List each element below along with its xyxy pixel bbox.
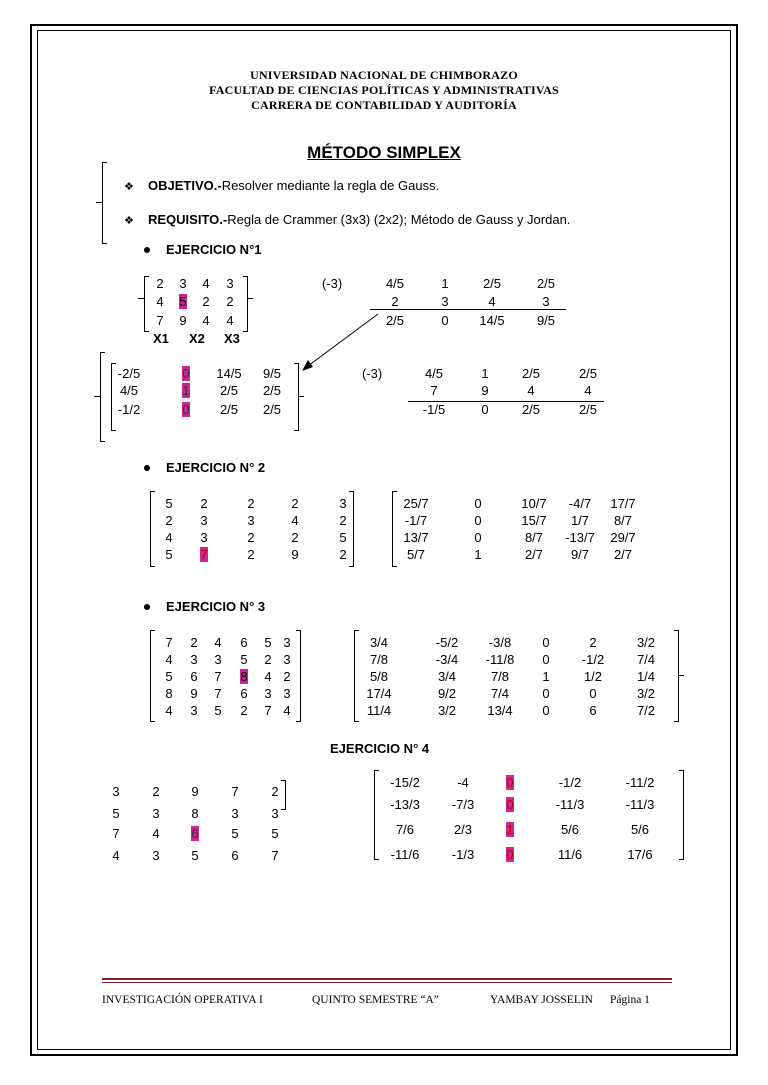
- ex4-res-cell: -1/3: [451, 847, 475, 862]
- ex3-res-cell: 17/4: [366, 686, 392, 701]
- ex3-left-cell: 4: [214, 635, 222, 650]
- ex4-left-cell: 9: [191, 784, 199, 799]
- ex3-left-cell: 2: [264, 652, 272, 667]
- ex2-left-cell: 4: [165, 530, 173, 545]
- ex3-label: EJERCICIO N° 3: [166, 599, 266, 614]
- ex4-left-cell: 5: [231, 826, 239, 841]
- ex2-res-cell: 8/7: [524, 530, 544, 545]
- ex3-left-cell: 4: [283, 703, 291, 718]
- ex1-left-cell: 4: [202, 276, 210, 291]
- ex2-res-cell: -4/7: [568, 496, 592, 511]
- ex3-res-cell: 7/8: [490, 669, 510, 684]
- ex1-res-cell: 4/5: [119, 383, 139, 398]
- ex2-left-cell: 4: [291, 513, 299, 528]
- ex3-res-cell: 1/2: [583, 669, 603, 684]
- ex3-left-cell: 3: [214, 652, 222, 667]
- ex1-left-cell: 2: [202, 294, 210, 309]
- ex2-res-cell: 13/7: [403, 530, 429, 545]
- ex4-res-cell: -15/2: [390, 775, 420, 790]
- ex2-left-cell: 9: [291, 547, 299, 562]
- ex1-left-cell: 3: [179, 276, 187, 291]
- ex3-res-cell: 0: [542, 686, 550, 701]
- ex2-left-cell: 2: [200, 496, 208, 511]
- ex1-op2-cell: 2/5: [521, 366, 541, 381]
- ex1-res-cell: 9/5: [262, 366, 282, 381]
- ex2-matrix-left-bracket: [150, 491, 155, 567]
- bullet-dot: [144, 465, 150, 471]
- ex4-left-cell: 3: [112, 784, 120, 799]
- ex3-left-cell: 3: [190, 703, 198, 718]
- ex3-left-cell: 6: [240, 635, 248, 650]
- ex3-res-cell: 7/4: [636, 652, 656, 667]
- ex2-res-cell: 10/7: [521, 496, 547, 511]
- footer-author: YAMBAY JOSSELIN: [490, 994, 593, 1006]
- ex2-left-cell: 7: [200, 547, 208, 562]
- ex1-res-cell: 14/5: [216, 366, 242, 381]
- ex4-res-cell: 0: [506, 847, 514, 862]
- ex3-left-cell: 8: [165, 686, 173, 701]
- ex1-left-cell: 7: [156, 313, 164, 328]
- ex1-op-cell: 14/5: [479, 313, 505, 328]
- ex1-op2-cell: 2/5: [578, 366, 598, 381]
- ex2-res-cell: 29/7: [610, 530, 636, 545]
- ex2-left-cell: 3: [247, 513, 255, 528]
- ex1-multiplier: (-3): [322, 276, 343, 291]
- ex3-result-right-bracket: [674, 630, 679, 722]
- footer-rule-thin: [102, 982, 672, 983]
- university-name: UNIVERSIDAD NACIONAL DE CHIMBORAZO: [250, 68, 518, 82]
- ex3-left-cell: 7: [165, 635, 173, 650]
- ex4-left-cell: 7: [231, 784, 239, 799]
- ex4-res-cell: -1/2: [558, 775, 582, 790]
- ex2-left-cell: 3: [200, 530, 208, 545]
- ex2-res-cell: -13/7: [565, 530, 595, 545]
- ex4-left-cell: 7: [271, 848, 279, 863]
- ex3-left-cell: 4: [165, 652, 173, 667]
- ex3-left-cell: 3: [283, 635, 291, 650]
- ex3-res-cell: 7/2: [636, 703, 656, 718]
- ex1-op-cell: 2/5: [536, 276, 556, 291]
- ex2-left-cell: 3: [200, 513, 208, 528]
- ex3-left-cell: 5: [165, 669, 173, 684]
- ex3-res-cell: -11/8: [485, 652, 515, 667]
- career-name: CARRERA DE CONTABILIDAD Y AUDITORÍA: [251, 98, 517, 112]
- ex3-res-cell: 1/4: [636, 669, 656, 684]
- ex2-left-cell: 5: [165, 496, 173, 511]
- ex4-left-cell: 5: [112, 806, 120, 821]
- ex3-left-cell: 5: [214, 703, 222, 718]
- ex1-op2-cell: 9: [481, 383, 489, 398]
- ex3-res-cell: 13/4: [487, 703, 513, 718]
- ex1-op2-cell: 0: [481, 402, 489, 417]
- ex4-res-cell: 0: [506, 797, 514, 812]
- ex1-op-cell: 2/5: [482, 276, 502, 291]
- ex4-label: EJERCICIO N° 4: [330, 741, 430, 756]
- ex4-res-cell: 17/6: [627, 847, 653, 862]
- ex1-res-cell: -2/5: [117, 366, 141, 381]
- ex3-left-cell: 3: [264, 686, 272, 701]
- ex3-res-cell: 3/2: [636, 686, 656, 701]
- ex2-res-cell: 0: [474, 513, 482, 528]
- brace-tick: [298, 396, 304, 397]
- ex2-left-cell: 2: [291, 530, 299, 545]
- ex2-res-cell: 2/7: [524, 547, 544, 562]
- ex4-res-cell: 1: [506, 822, 514, 837]
- ex1-op-cell: 9/5: [536, 313, 556, 328]
- ex3-left-cell: 4: [264, 669, 272, 684]
- ex1-res-cell: 1: [182, 383, 190, 398]
- ex1-result-left-bracket: [111, 363, 116, 431]
- ex4-res-cell: -13/3: [390, 797, 420, 812]
- ex2-result-left-bracket: [392, 491, 397, 567]
- ex1-multiplier-2: (-3): [362, 366, 383, 381]
- ex2-res-cell: 15/7: [521, 513, 547, 528]
- ex3-res-cell: 3/4: [437, 669, 457, 684]
- ex3-res-cell: 9/2: [437, 686, 457, 701]
- ex3-left-cell: 3: [190, 652, 198, 667]
- ex1-op-cell: 3: [441, 294, 449, 309]
- ex2-left-cell: 2: [339, 547, 347, 562]
- ex1-op-cell: 0: [441, 313, 449, 328]
- ex3-res-cell: 3/2: [437, 703, 457, 718]
- diamond-bullet-icon: ❖: [124, 181, 134, 193]
- ex4-left-cell: 5: [191, 848, 199, 863]
- ex4-res-cell: -11/2: [625, 775, 655, 790]
- ex1-op-cell: 1: [441, 276, 449, 291]
- ex2-res-cell: 1/7: [570, 513, 590, 528]
- var-x2: X2: [189, 331, 205, 346]
- ex3-left-cell: 7: [264, 703, 272, 718]
- ex3-res-cell: 7/4: [490, 686, 510, 701]
- faculty-name: FACULTAD DE CIENCIAS POLÍTICAS Y ADMINISTRATIVAS: [209, 83, 559, 97]
- ex4-left-cell: 5: [271, 826, 279, 841]
- ex3-res-cell: -3/4: [435, 652, 459, 667]
- diamond-bullet-icon: ❖: [124, 215, 134, 227]
- ex1-res-cell: 2/5: [219, 402, 239, 417]
- ex4-left-cell: 7: [112, 826, 120, 841]
- footer-course: INVESTIGACIÓN OPERATIVA I: [102, 994, 263, 1006]
- ex3-left-cell: 2: [240, 703, 248, 718]
- ex1-res-cell: 2/5: [219, 383, 239, 398]
- ex1-op-cell: 4/5: [385, 276, 405, 291]
- ex3-left-cell: 9: [190, 686, 198, 701]
- ex3-left-cell: 7: [214, 686, 222, 701]
- ex3-res-cell: 5/8: [369, 669, 389, 684]
- ex3-res-cell: -5/2: [435, 635, 459, 650]
- ex3-result-left-bracket: [354, 630, 359, 722]
- ex1-op2-cell: 4: [584, 383, 592, 398]
- ex3-res-cell: 0: [542, 703, 550, 718]
- ex3-left-cell: 4: [165, 703, 173, 718]
- ex3-res-cell: 0: [542, 635, 550, 650]
- bullet-dot: [144, 604, 150, 610]
- ex1-op2-cell: -1/5: [422, 402, 446, 417]
- ex4-res-cell: -11/3: [625, 797, 655, 812]
- ex2-res-cell: 2/7: [613, 547, 633, 562]
- ex2-label: EJERCICIO N° 2: [166, 460, 266, 475]
- ex2-res-cell: 8/7: [613, 513, 633, 528]
- ex1-left-cell: 3: [226, 276, 234, 291]
- footer-page: Página 1: [610, 994, 650, 1006]
- objetivo-label: OBJETIVO.-: [148, 178, 222, 193]
- ex3-left-cell: 2: [283, 669, 291, 684]
- ex3-left-cell: 6: [190, 669, 198, 684]
- ex3-left-cell: 2: [190, 635, 198, 650]
- ex3-res-cell: 1: [542, 669, 550, 684]
- var-x3: X3: [224, 331, 240, 346]
- ex1-outer-bracket: [100, 352, 105, 442]
- requisito-label: REQUISITO.-: [148, 212, 228, 227]
- ex1-left-cell: 9: [179, 313, 187, 328]
- ex4-left-cell: 6: [231, 848, 239, 863]
- ex2-res-cell: 17/7: [610, 496, 636, 511]
- ex3-res-cell: 2: [589, 635, 597, 650]
- ex2-res-cell: -1/7: [404, 513, 428, 528]
- ex2-left-cell: 2: [291, 496, 299, 511]
- ex4-res-cell: 7/6: [395, 822, 415, 837]
- ex1-result-right-bracket: [294, 363, 299, 431]
- ex3-matrix-right-bracket: [296, 630, 301, 722]
- ex1-op-cell: 3: [542, 294, 550, 309]
- ex1-res-cell: 0: [182, 366, 190, 381]
- ex4-left-cell: 3: [231, 806, 239, 821]
- ex3-res-cell: 6: [589, 703, 597, 718]
- ex3-res-cell: 0: [589, 686, 597, 701]
- requisito-text: Regla de Crammer (3x3) (2x2); Método de Gauss y Jordan.: [227, 212, 571, 227]
- var-x1: X1: [153, 331, 169, 346]
- ex3-left-cell: 6: [240, 686, 248, 701]
- ex3-matrix-left-bracket: [150, 630, 155, 722]
- footer-semester: QUINTO SEMESTRE “A”: [312, 994, 439, 1006]
- ex1-left-cell: 5: [179, 294, 187, 309]
- ex4-res-cell: -11/3: [555, 797, 585, 812]
- footer-rule: [102, 978, 672, 980]
- ex4-res-cell: -7/3: [451, 797, 475, 812]
- ex1-op2-cell: 4: [527, 383, 535, 398]
- ex4-res-cell: 0: [506, 775, 514, 790]
- ex1-operation-2-rule: [408, 401, 604, 402]
- ex4-left-cell: 6: [191, 826, 199, 841]
- ex1-op-cell: 2: [391, 294, 399, 309]
- ex1-res-cell: 2/5: [262, 383, 282, 398]
- ex2-left-cell: 2: [165, 513, 173, 528]
- ex3-res-cell: 0: [542, 652, 550, 667]
- ex1-op-cell: 2/5: [385, 313, 405, 328]
- ex3-res-cell: 3/2: [636, 635, 656, 650]
- ex1-op2-cell: 1: [481, 366, 489, 381]
- ex4-left-cell: 4: [112, 848, 120, 863]
- ex4-result-right-bracket: [679, 770, 684, 860]
- ex1-label: EJERCICIO N°1: [166, 242, 262, 257]
- ex3-left-cell: 3: [283, 652, 291, 667]
- ex1-left-cell: 2: [156, 276, 164, 291]
- ex4-res-cell: -4: [457, 775, 469, 790]
- ex4-res-cell: 11/6: [557, 847, 583, 862]
- brace-tick: [94, 396, 100, 397]
- ex4-left-cell: 4: [152, 826, 160, 841]
- ex1-op2-cell: 7: [430, 383, 438, 398]
- ex1-op2-cell: 2/5: [578, 402, 598, 417]
- ex4-left-cell: 3: [152, 806, 160, 821]
- ex3-left-cell: 5: [264, 635, 272, 650]
- ex1-left-cell: 4: [156, 294, 164, 309]
- ex1-op-cell: 4: [488, 294, 496, 309]
- ex2-left-cell: 5: [339, 530, 347, 545]
- ex1-left-cell: 4: [226, 313, 234, 328]
- ex4-left-cell: 2: [271, 784, 279, 799]
- ex2-left-cell: 2: [247, 496, 255, 511]
- ex1-left-cell: 2: [226, 294, 234, 309]
- ex3-left-cell: 8: [240, 669, 248, 684]
- ex2-left-cell: 2: [339, 513, 347, 528]
- ex3-left-cell: 3: [283, 686, 291, 701]
- ex1-op2-cell: 2/5: [521, 402, 541, 417]
- ex2-res-cell: 0: [474, 496, 482, 511]
- ex3-res-cell: 7/8: [369, 652, 389, 667]
- objetivo-text: Resolver mediante la regla de Gauss.: [221, 178, 440, 193]
- ex4-left-cell: 8: [191, 806, 199, 821]
- ex2-res-cell: 5/7: [406, 547, 426, 562]
- ex2-left-cell: 5: [165, 547, 173, 562]
- ex3-left-cell: 7: [214, 669, 222, 684]
- ex4-res-cell: 5/6: [630, 822, 650, 837]
- ex2-res-cell: 25/7: [403, 496, 429, 511]
- ex3-res-cell: 11/4: [366, 703, 392, 718]
- ex3-res-cell: 3/4: [369, 635, 389, 650]
- ex2-res-cell: 1: [474, 547, 482, 562]
- brace-tick: [678, 675, 684, 676]
- ex1-res-cell: -1/2: [117, 402, 141, 417]
- ex1-op2-cell: 4/5: [424, 366, 444, 381]
- ex4-res-cell: 2/3: [453, 822, 473, 837]
- ex3-res-cell: -1/2: [581, 652, 605, 667]
- ex4-result-left-bracket: [374, 770, 379, 860]
- ex4-left-cell: 2: [152, 784, 160, 799]
- ex3-left-cell: 5: [240, 652, 248, 667]
- ex4-left-cell: 3: [152, 848, 160, 863]
- ex1-res-cell: 0: [182, 402, 190, 417]
- ex2-matrix-right-bracket: [349, 491, 354, 567]
- ex4-res-cell: 5/6: [560, 822, 580, 837]
- ex2-left-cell: 2: [247, 547, 255, 562]
- ex4-left-cell: 3: [271, 806, 279, 821]
- ex2-left-cell: 3: [339, 496, 347, 511]
- ex2-res-cell: 0: [474, 530, 482, 545]
- ex1-res-cell: 2/5: [262, 402, 282, 417]
- ex4-res-cell: -11/6: [390, 847, 420, 862]
- document-title: MÉTODO SIMPLEX: [307, 143, 461, 162]
- ex3-res-cell: -3/8: [488, 635, 512, 650]
- ex2-res-cell: 9/7: [570, 547, 590, 562]
- ex1-left-cell: 4: [202, 313, 210, 328]
- ex4-matrix-right-bracket: [281, 780, 286, 810]
- ex2-left-cell: 2: [247, 530, 255, 545]
